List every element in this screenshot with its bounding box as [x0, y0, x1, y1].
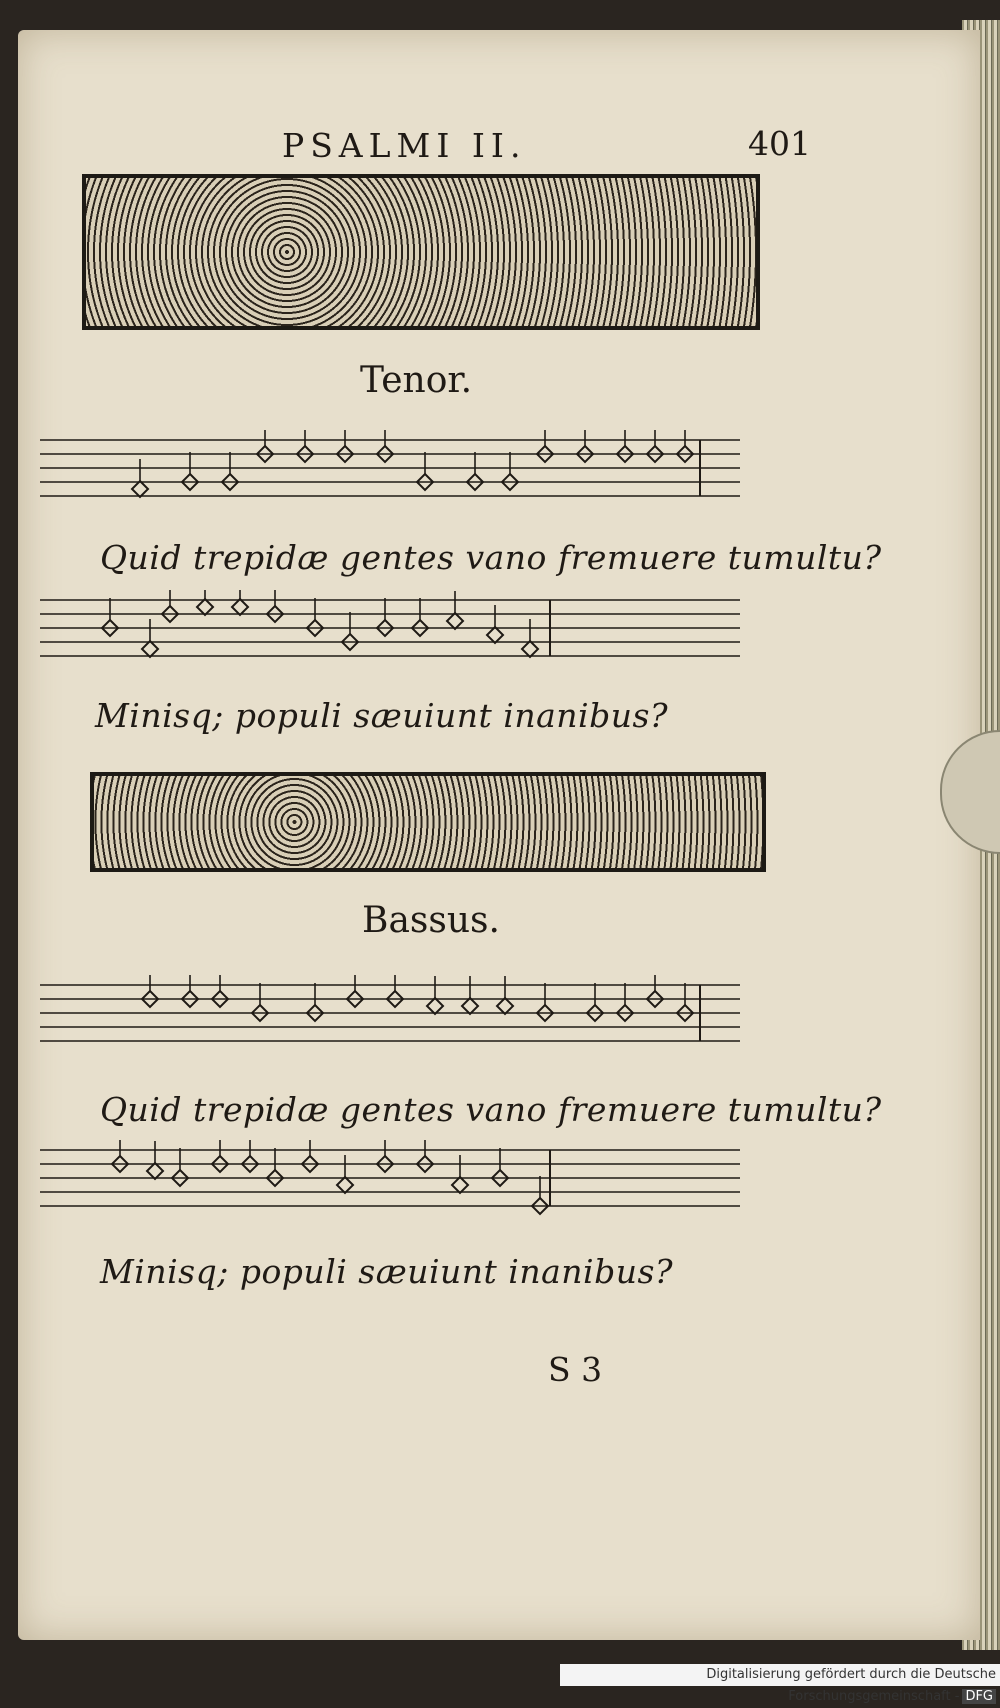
- lyric-line-tenor-1: Quid trepidæ gentes vano fremuere tumultu?: [100, 538, 882, 577]
- note-head: [232, 599, 248, 615]
- music-staff-tenor-2: [40, 590, 800, 690]
- digitization-credit: [560, 1664, 1000, 1704]
- woodcut-ornament-animals: [90, 772, 766, 872]
- music-staff-bassus-1: [40, 975, 800, 1075]
- voice-title-bassus: Bassus.: [362, 900, 500, 941]
- dfg-logo: DFG: [962, 1689, 996, 1704]
- note-head: [132, 481, 148, 497]
- note-head: [197, 599, 213, 615]
- running-header: PSALMI II.: [282, 126, 527, 165]
- signature-mark: S 3: [548, 1350, 603, 1389]
- note-head: [427, 998, 443, 1014]
- note-head: [447, 613, 463, 629]
- credit-text: Digitalisierung gefördert durch die Deutsche Forschungsgemeinschaft -: [706, 1667, 996, 1704]
- voice-title-tenor: Tenor.: [360, 360, 473, 401]
- note-head: [337, 1177, 353, 1193]
- note-head: [487, 627, 503, 643]
- lyric-line-tenor-2: Minisq; populi sæuiunt inanibus?: [95, 696, 669, 735]
- lyric-line-bassus-1: Quid trepidæ gentes vano fremuere tumultu?: [100, 1090, 882, 1129]
- woodcut-ornament-angel: [82, 174, 760, 330]
- note-head: [522, 641, 538, 657]
- page-number: 401: [748, 124, 811, 163]
- music-staff-bassus-2: [40, 1140, 800, 1240]
- note-head: [462, 998, 478, 1014]
- note-head: [147, 1163, 163, 1179]
- note-head: [452, 1177, 468, 1193]
- lyric-line-bassus-2: Minisq; populi sæuiunt inanibus?: [100, 1252, 674, 1291]
- music-staff-tenor-1: [40, 430, 800, 530]
- note-head: [142, 641, 158, 657]
- note-head: [497, 998, 513, 1014]
